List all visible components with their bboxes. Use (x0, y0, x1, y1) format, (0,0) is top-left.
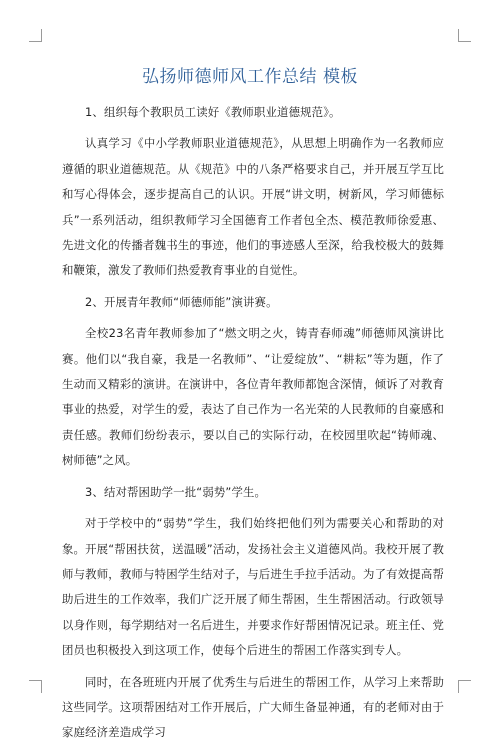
crop-mark-top-left (29, 29, 42, 42)
document-body (62, 100, 444, 752)
paragraph: 认真学习《中小学教师职业道德规范》，从思想上明确作为一名教师应遵循的职业道德规范。从《规范》中的八条严格要求自己，并开展互学互比和写心得体会，逐步提高自己的认识。开展“讲文明，树新风，学习师德标兵”一系列活动，组织教师学习全国德育工作者包全杰、模范教师徐爱惠、先进文化的传播者魏书生的事迹，他们的事迹感人至深，给我校极大的鼓舞和鞭策，激发了教师们热爱教育事业的自觉性。 (62, 136, 444, 278)
paragraph: 对于学校中的“弱势”学生，我们始终把他们列为需要关心和帮助的对象。开展“帮困扶贫，送温暖”活动，发扬社会主义道德风尚。我校开展了教师与教师，教师与特困学生结对子，与后进生手拉手活动。为了有效提高帮助后进生的工作效率，我们广泛开展了师生帮困，生生帮困活动。行政领导以身作则，每学期结对一名后进生，并要求作好帮困情况记录。班主任、党团员也积极投入到这项工作，使每个后进生的帮困工作落实到专人。 (62, 516, 444, 658)
paragraph: 3、结对帮困助学一批“弱势”学生。 (85, 484, 267, 499)
document-title: 弘扬师德师风工作总结 模板 (142, 67, 358, 87)
paragraph: 1、组织每个教职员工读好《教师职业道德规范》。 (85, 105, 341, 119)
paragraph: 2、开展青年教师“师德师能”演讲赛。 (85, 294, 278, 309)
crop-mark-bottom-left (29, 680, 42, 693)
crop-mark-top-right (458, 29, 471, 42)
paragraph: 同时，在各班班内开展了优秀生与后进生的帮困工作，从学习上来帮助这些同学。这项帮困结对工作开展后，广大师生备显神通，有的老师对由于家庭经济差造成学习 (62, 674, 444, 740)
paragraph: 全校23名青年教师参加了“燃文明之火，铸青春师魂”师德师风演讲比赛。他们以“我自豪，我是一名教师”、“让爱绽放”、“耕耘”等为题，作了生动而又精彩的演讲。在演讲中，各位青年教师都饱含深情，倾诉了对教育事业的热爱，对学生的爱，表达了自己作为一名光荣的人民教师的自豪感和责任感。教师们纷纷表示，要以自己的实际行动，在校园里吹起“铸师魂、树师德”之风。 (62, 326, 444, 468)
crop-mark-bottom-right (458, 680, 471, 693)
